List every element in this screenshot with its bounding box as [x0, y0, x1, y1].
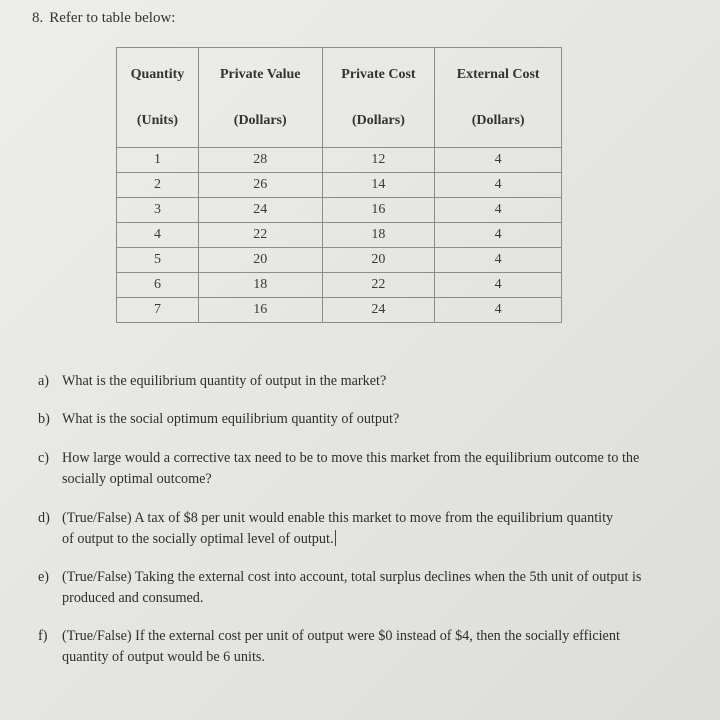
cell-private-cost: 24 — [322, 298, 435, 323]
header-private-value: Private Value (Dollars) — [198, 48, 322, 148]
question-e — [38, 567, 698, 609]
cell-quantity: 5 — [117, 248, 199, 273]
cell-private-cost: 12 — [322, 148, 435, 173]
question-d — [38, 508, 698, 550]
cell-private-cost: 16 — [322, 198, 435, 223]
header-external-cost: External Cost (Dollars) — [435, 48, 562, 148]
cell-external-cost: 4 — [435, 198, 562, 223]
question-number: 8. — [32, 10, 44, 26]
cell-external-cost: 4 — [435, 173, 562, 198]
table-row — [117, 273, 562, 298]
question-f — [38, 626, 698, 668]
cell-external-cost: 4 — [435, 273, 562, 298]
cell-external-cost: 4 — [435, 298, 562, 323]
cell-private-value: 20 — [198, 248, 322, 273]
cell-external-cost: 4 — [435, 223, 562, 248]
cell-private-value: 28 — [198, 148, 322, 173]
question-b — [38, 409, 698, 430]
cell-quantity: 2 — [117, 173, 199, 198]
question-text: What is the social optimum equilibrium quantity of output? — [62, 411, 400, 427]
table-row — [117, 173, 562, 198]
cell-quantity: 6 — [117, 273, 199, 298]
question-letter: e) — [38, 569, 50, 585]
heading-text: Refer to table below: — [49, 10, 176, 26]
cell-private-value: 24 — [198, 198, 322, 223]
cell-quantity: 3 — [117, 198, 199, 223]
cell-external-cost: 4 — [435, 248, 562, 273]
header-private-cost: Private Cost (Dollars) — [322, 48, 435, 148]
cell-private-value: 22 — [198, 223, 322, 248]
question-text: How large would a corrective tax need to be to move this market from the equilibrium outcome to the socially optimal outcome? — [62, 450, 640, 487]
question-c — [38, 448, 698, 490]
table-row — [117, 198, 562, 223]
table-row — [117, 223, 562, 248]
header-quantity: Quantity (Units) — [117, 48, 199, 148]
question-text: What is the equilibrium quantity of output in the market? — [62, 373, 387, 389]
cell-private-cost: 20 — [322, 248, 435, 273]
cell-private-value: 18 — [198, 273, 322, 298]
cell-private-cost: 22 — [322, 273, 435, 298]
cell-external-cost: 4 — [435, 148, 562, 173]
question-text: (True/False) A tax of $8 per unit would enable this market to move from the equilibrium quantity of output to the socially optimal level of output. — [62, 510, 614, 547]
text-cursor — [335, 530, 336, 546]
cell-private-cost: 14 — [322, 173, 435, 198]
table-row — [117, 248, 562, 273]
cell-quantity: 1 — [117, 148, 199, 173]
question-heading — [32, 10, 175, 27]
cell-private-cost: 18 — [322, 223, 435, 248]
question-text: (True/False) If the external cost per unit of output were $0 instead of $4, then the socially efficient quantity of output would be 6 units. — [62, 628, 620, 665]
table-row — [117, 148, 562, 173]
question-letter: f) — [38, 628, 48, 644]
table-header-row — [117, 48, 562, 148]
cell-private-value: 26 — [198, 173, 322, 198]
question-letter: a) — [38, 373, 50, 389]
cell-quantity: 7 — [117, 298, 199, 323]
cell-private-value: 16 — [198, 298, 322, 323]
question-a — [38, 371, 698, 392]
question-letter: d) — [38, 510, 50, 526]
cell-quantity: 4 — [117, 223, 199, 248]
cost-value-table — [116, 47, 562, 323]
question-letter: c) — [38, 450, 50, 466]
question-text: (True/False) Taking the external cost into account, total surplus declines when the 5th unit of output is produced and consumed. — [62, 569, 642, 606]
table-row — [117, 298, 562, 323]
question-letter: b) — [38, 411, 50, 427]
